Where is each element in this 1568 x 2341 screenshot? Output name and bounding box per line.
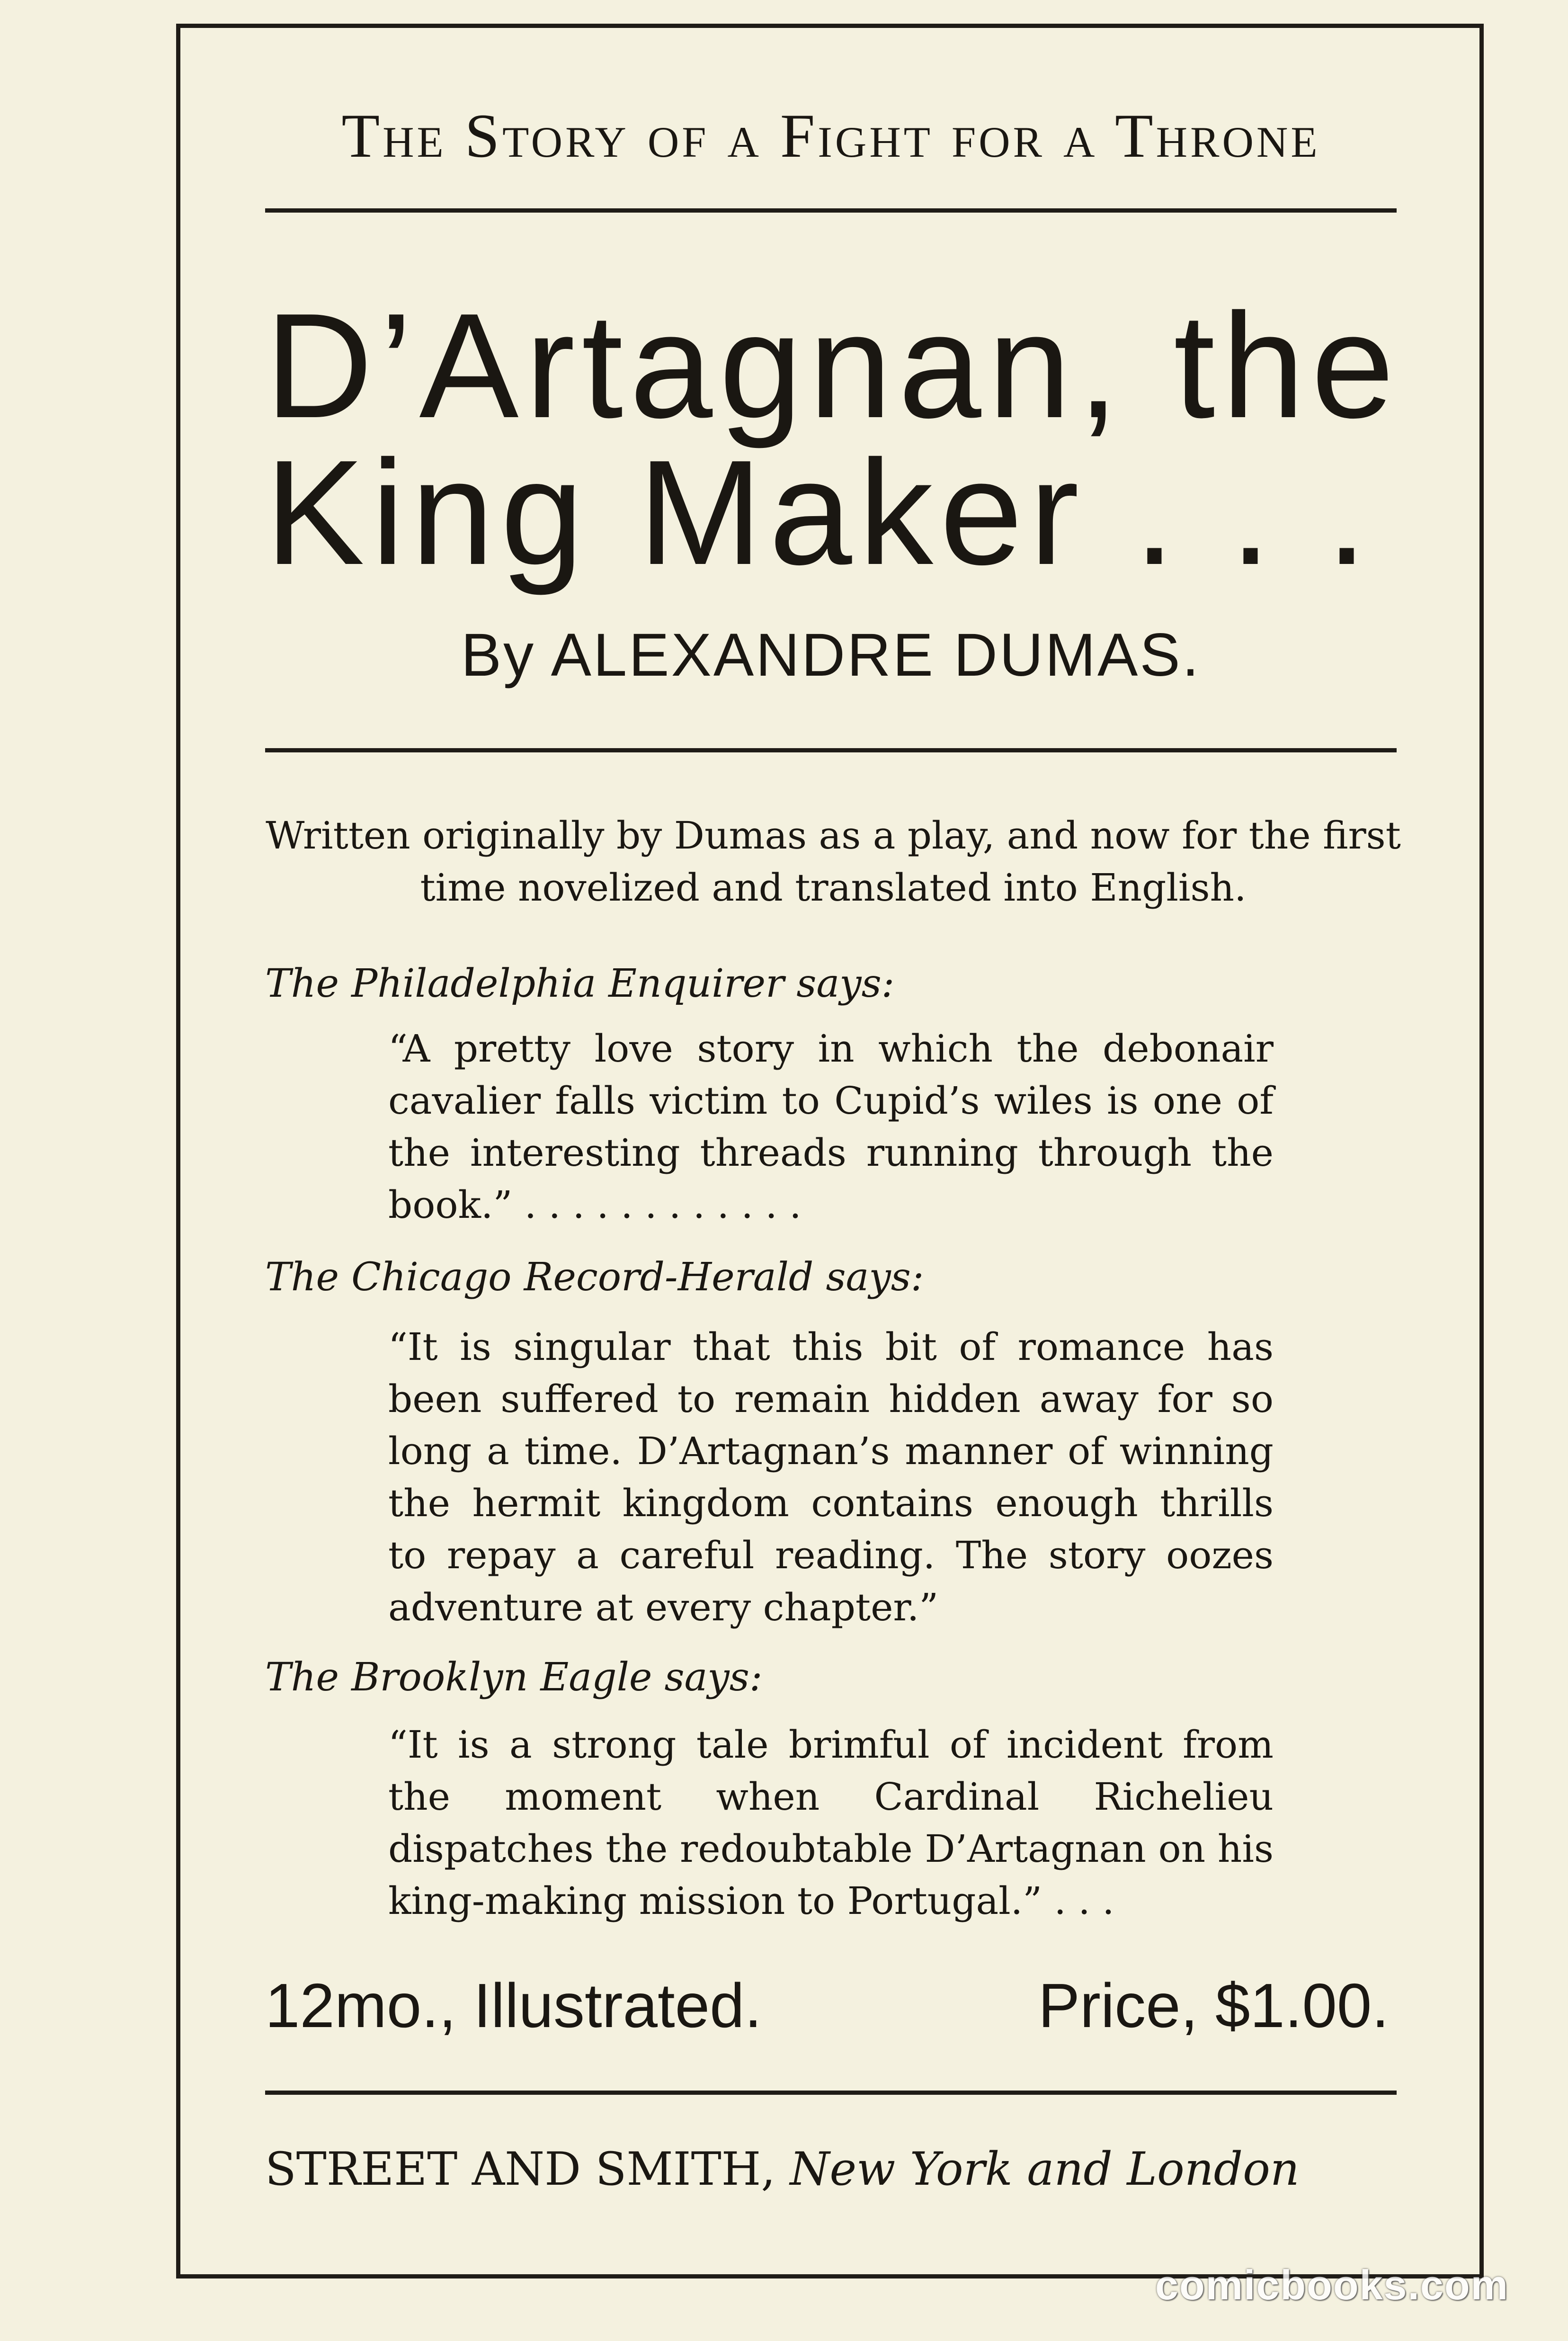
review-quote: “It is a strong tale brimful of incident from the moment when Cardinal Richelieu dispatches the redoubtable D’Artagnan on his king-making mission to Portugal.” . . . bbox=[388, 1723, 1274, 1923]
review-source: The Brooklyn Eagle says: bbox=[265, 1655, 763, 1700]
review-quote: “It is singular that this bit of romance has been suffered to remain hidden away for so long a time. D’Artagnan’s manner of winning the hermit kingdom contains enough thrills to repay a careful reading. The story oozes adventure at every chapter.” bbox=[388, 1325, 1274, 1629]
price-info: Price, $1.00. bbox=[1038, 1971, 1389, 2040]
watermark-text: comicbooks.com bbox=[1155, 2261, 1509, 2308]
publisher-place: New York and London bbox=[790, 2143, 1300, 2196]
divider-rule bbox=[265, 208, 1397, 213]
review-source: The Chicago Record-Herald says: bbox=[265, 1255, 924, 1300]
intro-paragraph: Written originally by Dumas as a play, and now for the first time novelized and translated into English. bbox=[266, 813, 1401, 910]
divider-rule bbox=[265, 748, 1397, 752]
format-info: 12mo., Illustrated. bbox=[265, 1971, 762, 2040]
divider-rule bbox=[265, 2091, 1397, 2095]
kicker-heading: The Story of a Fight for a Throne bbox=[341, 101, 1320, 170]
review-source: The Philadelphia Enquirer says: bbox=[265, 961, 895, 1006]
book-title-line-2: King Maker . . . bbox=[265, 429, 1374, 596]
review-quote: “A pretty love story in which the debonair cavalier falls victim to Cupid’s wiles is one of the interesting threads running through the book.” . . . . . . . . . . . . bbox=[388, 1027, 1274, 1227]
publisher-name: STREET AND SMITH, bbox=[265, 2143, 775, 2196]
book-title-line-1: D’Artagnan, the bbox=[265, 282, 1401, 449]
author-line: By ALEXANDRE DUMAS. bbox=[461, 621, 1201, 689]
publisher-line bbox=[265, 2143, 1397, 2196]
